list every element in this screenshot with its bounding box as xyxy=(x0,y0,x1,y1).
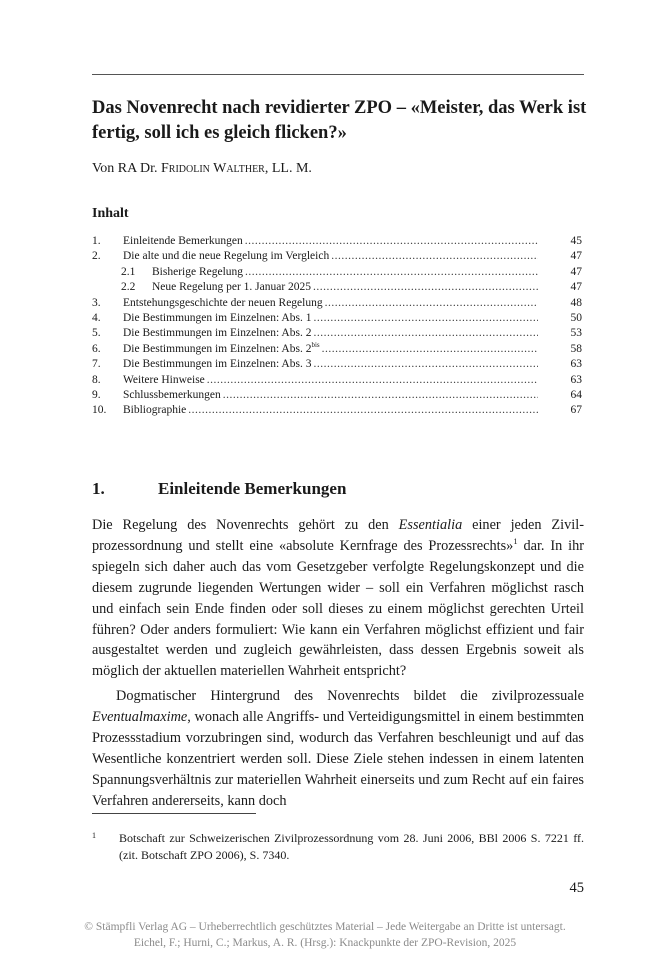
paragraph-text: dar. In ihr spiegeln sich daher auch das vom Gesetzgeber verfolgte Regelungskonzept und die diesem zugrunde liegenden Wertungen wider – soll ein Verfahren möglichst rasch und einfach sein Ende finden oder soll dieses zu einem möglichst gerechten Urteil führen? Oder anders formuliert: Wie kann ein Verfahren möglichst effizient und fair ausgestaltet werden und zugleich gewährleisten, dass dessen Ergebnis soweit als möglich der aktuellen materiellen Wahrheit entspricht? xyxy=(92,537,584,680)
toc-entry[interactable] xyxy=(92,249,582,264)
toc-entry-label: Die Bestimmungen im Einzelnen: Abs. 1 xyxy=(123,311,312,324)
toc-entry-label: Bisherige Regelung xyxy=(152,265,244,278)
toc-leader-dots xyxy=(313,280,538,295)
section-title: Einleitende Bemerkungen xyxy=(158,479,347,498)
toc-entry-page: 48 xyxy=(570,296,582,309)
paragraph-text: Die Regelung des Novenrechts gehört zu den xyxy=(92,517,399,533)
copyright-line: © Stämpfli Verlag AG – Urheberrechtlich geschütztes Material – Jede Weitergabe an Dritte ist untersagt. xyxy=(84,921,566,933)
toc-entry-label: Die Bestimmungen im Einzelnen: Abs. 3 xyxy=(123,358,312,371)
toc-heading: Inhalt xyxy=(92,206,129,221)
toc-entry-label xyxy=(123,342,320,357)
section-heading xyxy=(92,478,346,500)
toc-leader-dots xyxy=(188,403,538,418)
paragraph-text: einer jeden Zivilprozessordnung und stellt eine «absolute Kernfrage des Prozessrechts» xyxy=(92,517,584,554)
paragraph-italic-term: Eventualmaxime xyxy=(92,708,188,725)
toc-leader-dots xyxy=(322,342,538,357)
copyright-notice xyxy=(0,920,650,951)
article-title: Das Novenrecht nach revidierter ZPO – «Meister, das Werk ist fertig, soll ich es gleich flicken?» xyxy=(92,98,587,143)
toc-leader-dots xyxy=(313,311,538,326)
toc-entry-number: 2.1 xyxy=(121,265,136,278)
toc-entry-number: 10. xyxy=(92,404,107,417)
toc-leader-dots xyxy=(245,234,538,249)
author-prefix: Von RA Dr. xyxy=(92,161,161,176)
toc-entry-label: Schlussbemerkungen xyxy=(123,388,221,401)
toc-leader-dots xyxy=(313,357,538,372)
toc-entry-page: 58 xyxy=(570,342,582,355)
toc-entry-label: Entstehungsgeschichte der neuen Regelung xyxy=(123,296,323,309)
table-of-contents xyxy=(92,234,582,419)
toc-entry-label: Einleitende Bemerkungen xyxy=(123,235,243,247)
toc-entry[interactable] xyxy=(92,234,582,249)
toc-entry[interactable] xyxy=(92,326,582,341)
toc-entry-label: Weitere Hinweise xyxy=(123,373,205,386)
toc-entry-label: Bibliographie xyxy=(123,404,187,417)
toc-entry-page: 47 xyxy=(570,281,582,294)
toc-entry-superscript: bis xyxy=(311,340,320,349)
toc-leader-dots xyxy=(331,249,538,264)
footnote-reference[interactable]: 1 xyxy=(513,535,518,546)
footnote-separator xyxy=(92,813,256,814)
toc-entry-label: Die alte und die neue Regelung im Vergleich xyxy=(123,250,330,263)
toc-entry-page: 47 xyxy=(570,250,582,263)
author-name: Fridolin Walther xyxy=(160,161,265,176)
toc-entry-label: Die Bestimmungen im Einzelnen: Abs. 2 xyxy=(123,327,312,340)
toc-entry-number: 1. xyxy=(92,235,101,247)
toc-leader-dots xyxy=(325,296,538,311)
toc-entry-page: 53 xyxy=(570,327,582,340)
toc-leader-dots xyxy=(245,265,538,280)
toc-leader-dots xyxy=(223,388,538,403)
top-rule xyxy=(92,74,584,75)
author-line xyxy=(92,160,312,178)
body-paragraph xyxy=(92,686,584,811)
footnote-text: Botschaft zur Schweizerischen Zivilprozessordnung vom 28. Juni 2006, BBl 2006 S. 7221 ff. (zit. Botschaft ZPO 2006), S. 7340. xyxy=(119,831,584,862)
toc-entry[interactable] xyxy=(92,311,582,326)
toc-entry-page: 67 xyxy=(570,404,582,417)
toc-entry-number: 3. xyxy=(92,296,101,309)
toc-entry-number: 9. xyxy=(92,388,101,401)
toc-entry[interactable] xyxy=(92,403,582,418)
paragraph-italic-term: Essentialia xyxy=(398,517,463,533)
toc-subentry[interactable] xyxy=(92,265,582,280)
toc-entry-page: 63 xyxy=(570,358,582,371)
toc-entry-number: 6. xyxy=(92,342,101,355)
body-paragraph xyxy=(92,515,584,682)
toc-entry-page: 63 xyxy=(570,373,582,386)
footnote-mark: 1 xyxy=(92,831,96,840)
toc-entry[interactable] xyxy=(92,296,582,311)
toc-entry-label: Neue Regelung per 1. Januar 2025 xyxy=(152,281,312,294)
paragraph-text: Dogmatischer Hintergrund des Novenrechts bildet die zivilprozessuale xyxy=(116,688,584,704)
toc-entry-label-text: Die Bestimmungen im Einzelnen: Abs. 2 xyxy=(123,342,312,355)
toc-entry-number: 2. xyxy=(92,250,101,263)
toc-leader-dots xyxy=(313,326,538,341)
toc-subentry[interactable] xyxy=(92,280,582,295)
toc-entry[interactable] xyxy=(92,388,582,403)
toc-entry[interactable] xyxy=(92,342,582,357)
paragraph-text: , wonach alle Angriffs- und Verteidigungsmittel in einem bestimmten Prozessstadium vorzubringen sind, wodurch das Verfahren beschleunigt und auf das Wesentliche konzentriert werden soll. Diese Ziele stehen indessen in einem latenten Spannungsverhältnis zur materiellen Wahrheit einerseits und zum Recht auf ein faires Verfahren andererseits, kann doch xyxy=(92,708,584,809)
toc-entry-page: 47 xyxy=(570,265,582,278)
toc-entry-page: 45 xyxy=(570,235,582,247)
toc-entry[interactable] xyxy=(92,357,582,372)
author-suffix: , LL. M. xyxy=(264,161,312,176)
citation-line: Eichel, F.; Hurni, C.; Markus, A. R. (Hrsg.): Knackpunkte der ZPO-Revision, 2025 xyxy=(133,936,517,949)
toc-entry-page: 50 xyxy=(570,311,582,324)
toc-leader-dots xyxy=(207,373,538,388)
section-number: 1. xyxy=(92,479,105,498)
toc-entry-number: 7. xyxy=(92,358,101,371)
page-number: 45 xyxy=(569,880,584,896)
toc-entry-number: 5. xyxy=(92,327,101,340)
footnote xyxy=(92,830,584,864)
toc-entry[interactable] xyxy=(92,373,582,388)
toc-entry-number: 2.2 xyxy=(121,281,136,294)
toc-entry-number: 4. xyxy=(92,311,101,324)
toc-entry-number: 8. xyxy=(92,373,101,386)
toc-entry-page: 64 xyxy=(570,388,582,401)
